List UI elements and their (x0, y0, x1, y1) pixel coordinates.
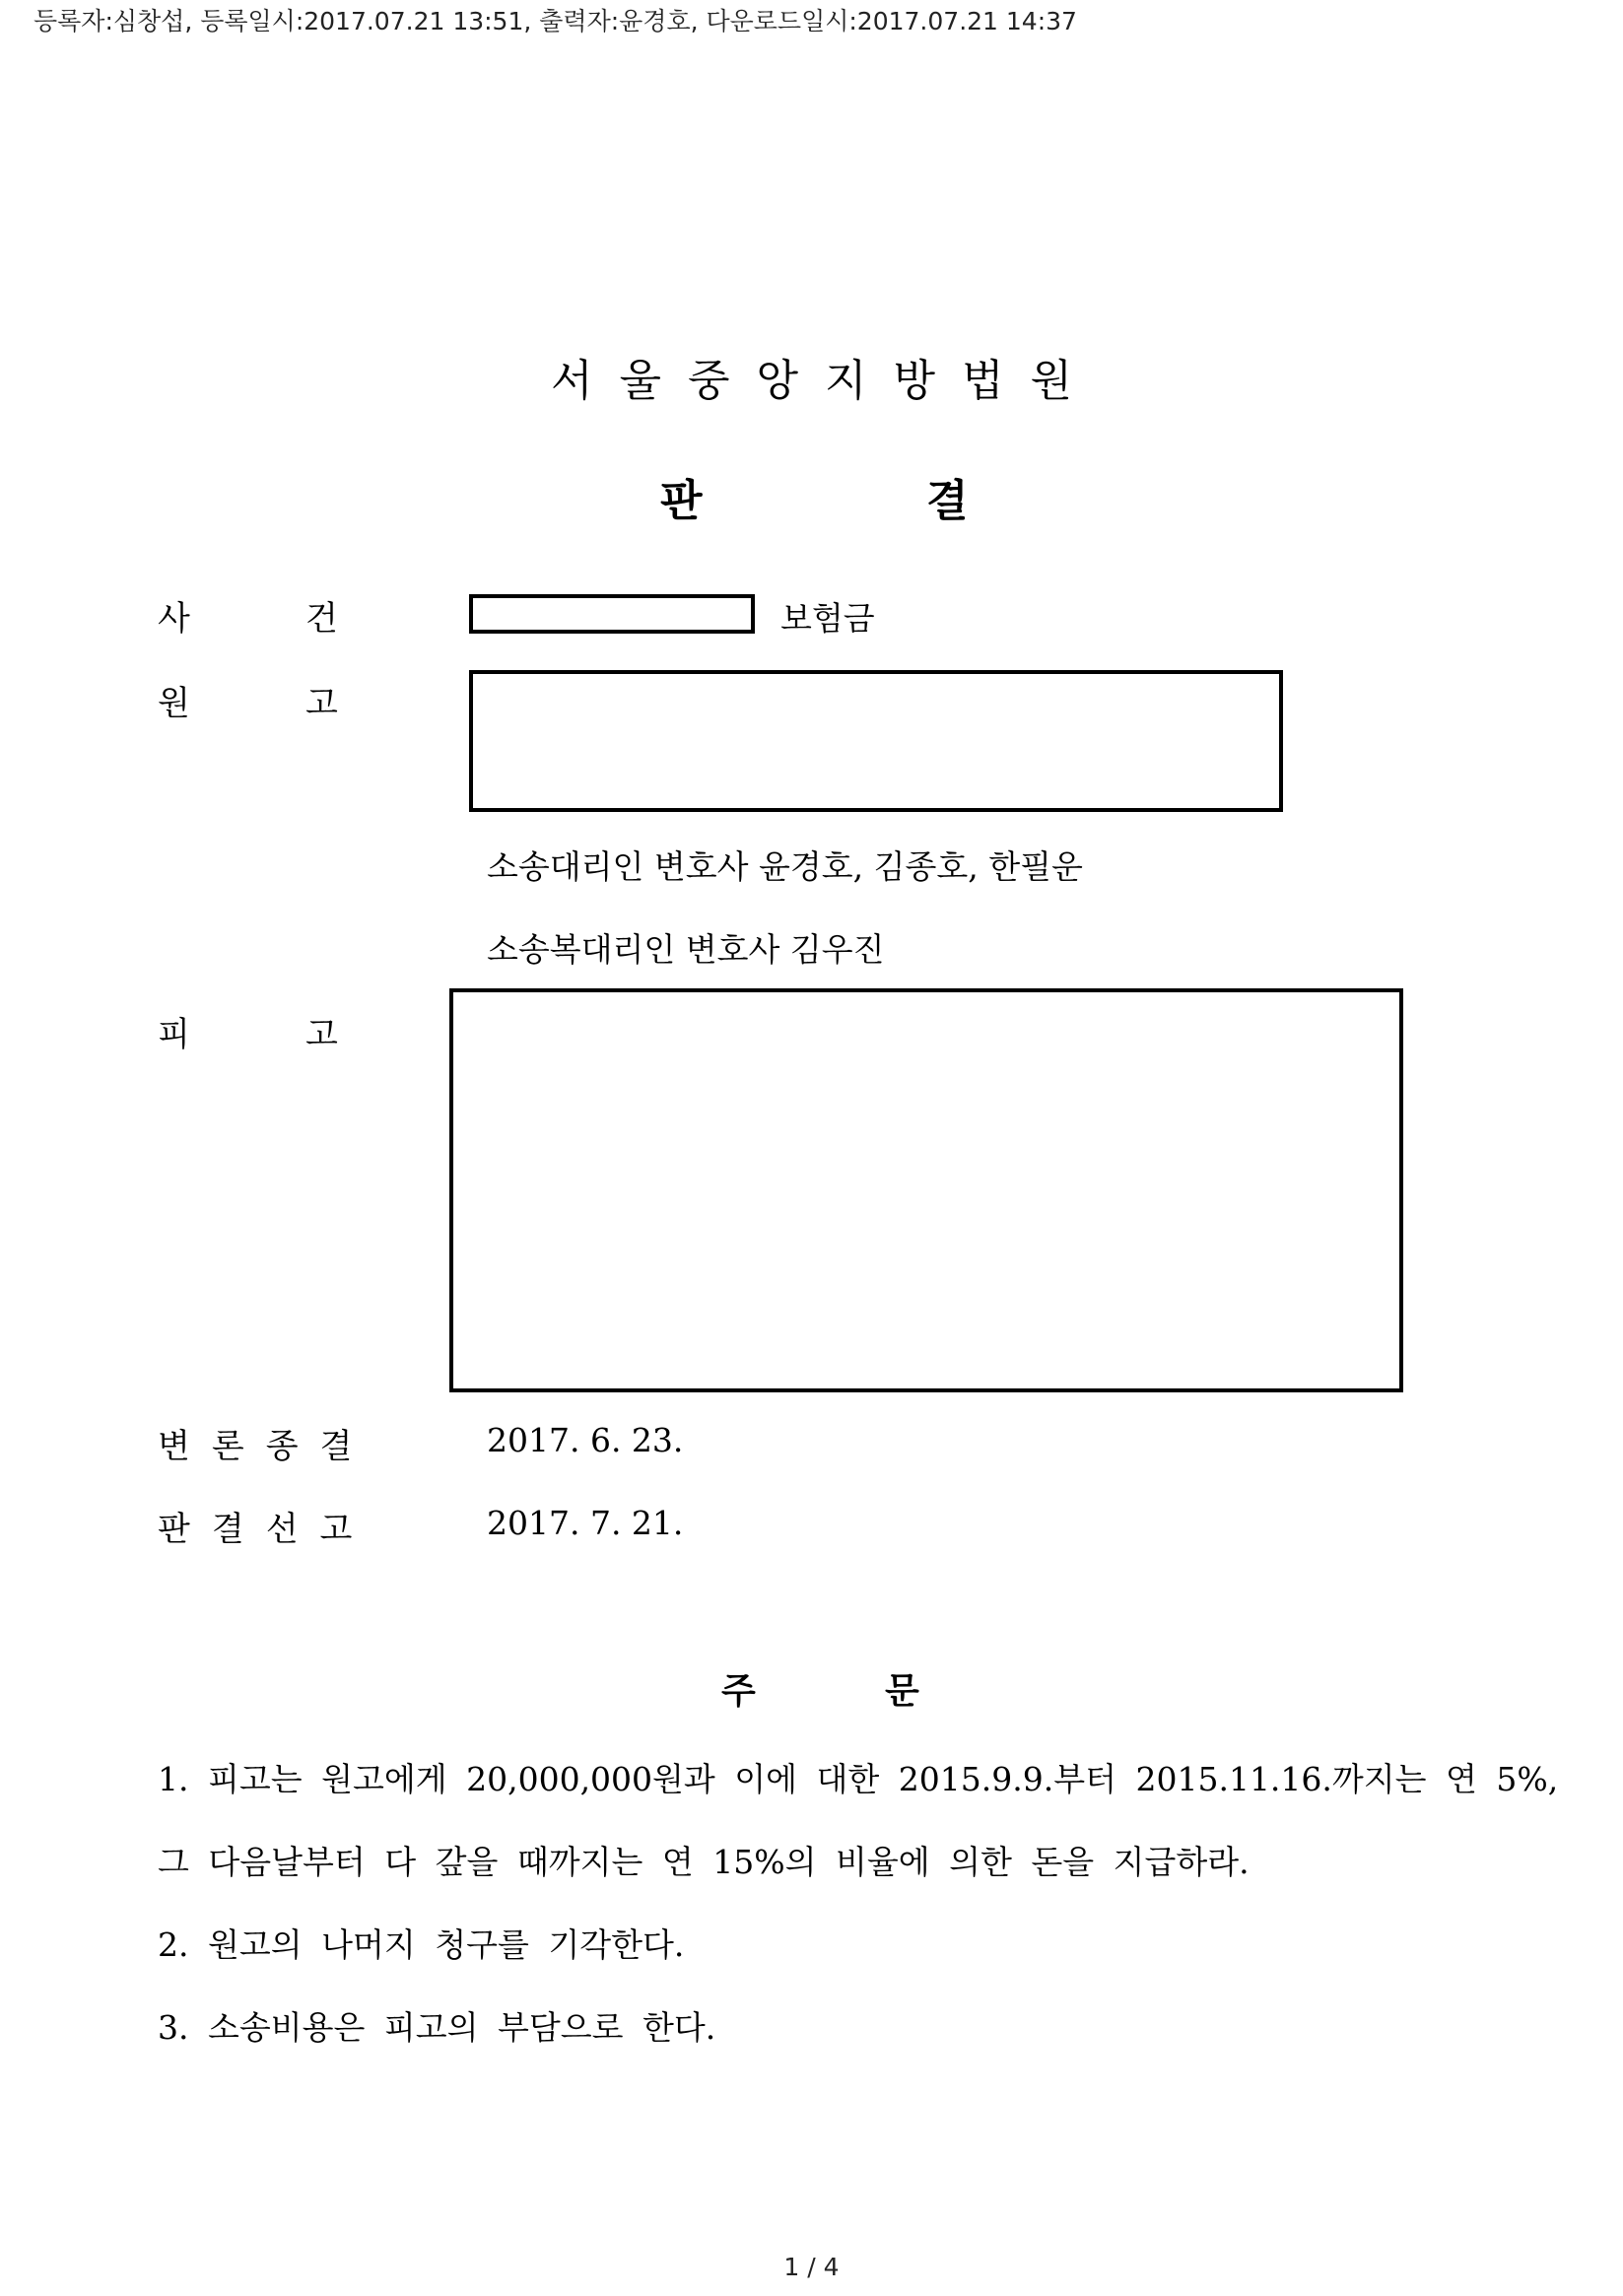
closing-label: 변론종결 (158, 1427, 374, 1466)
closing-date: 2017. 6. 23. (487, 1421, 684, 1459)
doc-title-right: 결 (926, 476, 969, 526)
order-heading-left: 주 (721, 1671, 756, 1712)
plaintiff-label-1: 원 (158, 684, 190, 723)
order-line-3: 2. 원고의 나머지 청구를 기각한다. (158, 1925, 685, 1964)
defendant-label-2: 고 (305, 1015, 338, 1054)
defendant-redaction (449, 988, 1403, 1392)
order-line-4: 3. 소송비용은 피고의 부담으로 한다. (158, 2008, 716, 2047)
defendant-label-1: 피 (158, 1015, 190, 1054)
page-number: 1 / 4 (783, 2253, 840, 2281)
doc-title-left: 판 (660, 476, 703, 526)
plaintiff-sub-counsel: 소송복대리인 변호사 김우진 (487, 930, 885, 969)
plaintiff-label-2: 고 (305, 684, 338, 723)
plaintiff-counsel: 소송대리인 변호사 윤경호, 김종호, 한필운 (487, 847, 1083, 886)
court-name: 서울중앙지방법원 (550, 356, 1100, 406)
case-number-redaction (469, 594, 755, 634)
order-line-2: 그 다음날부터 다 갚을 때까지는 연 15%의 비율에 의한 돈을 지급하라. (158, 1843, 1250, 1881)
case-name: 보험금 (780, 599, 875, 638)
ruling-label: 판결선고 (158, 1510, 374, 1549)
order-line-1: 1. 피고는 원고에게 20,000,000원과 이에 대한 2015.9.9.부터 2015.11.16.까지는 연 5%, (158, 1760, 1559, 1798)
document-metadata: 등록자:심창섭, 등록일시:2017.07.21 13:51, 출력자:윤경호, 다운로드일시:2017.07.21 14:37 (34, 7, 1077, 35)
case-label-2: 건 (305, 599, 338, 639)
order-heading-right: 문 (885, 1671, 919, 1712)
ruling-date: 2017. 7. 21. (487, 1504, 684, 1542)
case-label-1: 사 (158, 599, 190, 639)
plaintiff-redaction (469, 670, 1283, 812)
